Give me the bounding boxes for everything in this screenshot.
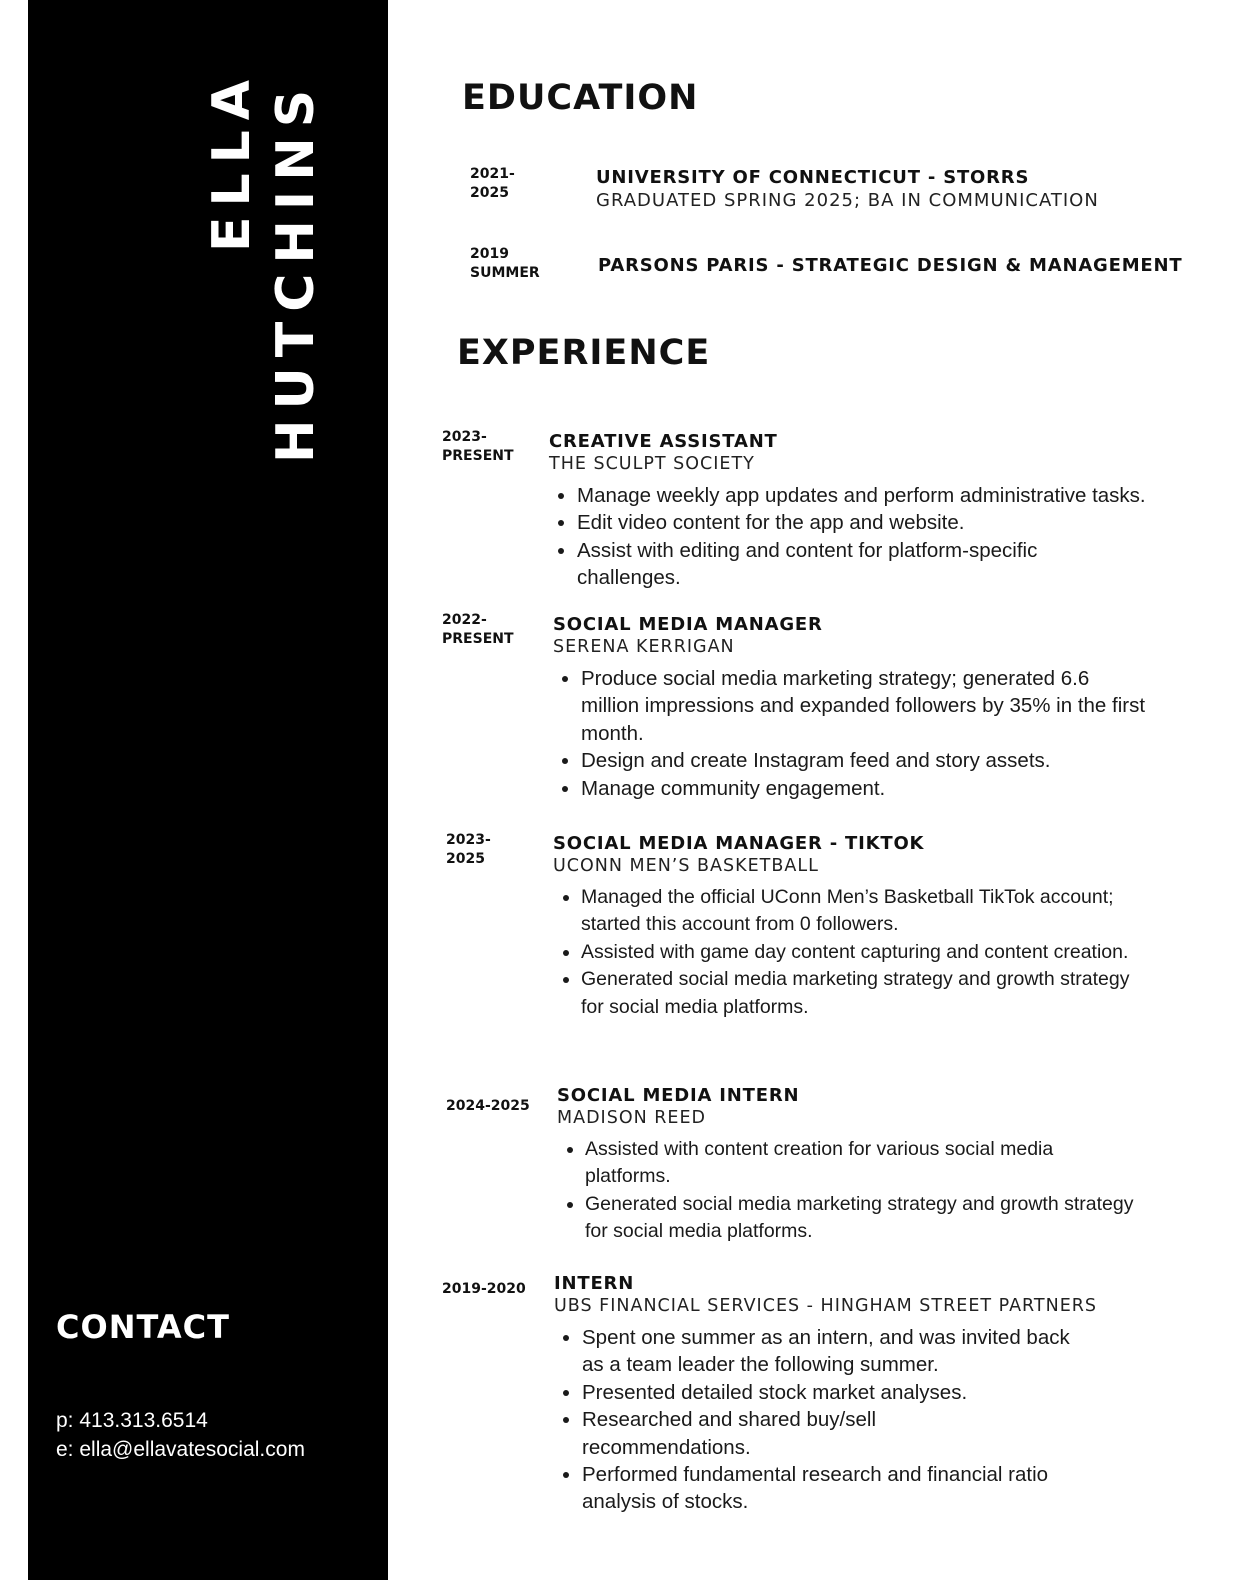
job-entry xyxy=(557,1084,1137,1246)
education-date xyxy=(470,165,515,203)
job-date xyxy=(442,428,514,466)
education-school: UNIVERSITY OF CONNECTICUT - STORRS xyxy=(596,167,1030,188)
job-company: THE SCULPT SOCIETY xyxy=(549,454,755,474)
education-school: PARSONS PARIS - STRATEGIC DESIGN & MANAGEMENT xyxy=(598,255,1183,276)
date-line: SUMMER xyxy=(470,265,540,281)
job-entry xyxy=(554,1272,1154,1516)
education-date xyxy=(470,245,540,283)
job-role: CREATIVE ASSISTANT xyxy=(549,431,778,452)
job-role: SOCIAL MEDIA MANAGER xyxy=(553,614,823,635)
experience-heading: EXPERIENCE xyxy=(457,333,711,373)
date-line: 2019 xyxy=(470,246,509,262)
bullet-item: • Assisted with game day content capturing and content creation. xyxy=(581,939,1133,966)
bullet-item: • Assisted with content creation for various social media platforms. xyxy=(585,1136,1137,1191)
job-role: SOCIAL MEDIA MANAGER - TIKTOK xyxy=(553,833,925,854)
job-bullets xyxy=(553,665,1153,802)
job-role: SOCIAL MEDIA INTERN xyxy=(557,1085,800,1106)
education-detail: GRADUATED SPRING 2025; BA IN COMMUNICATION xyxy=(596,190,1099,211)
job-date xyxy=(446,831,491,869)
sidebar xyxy=(28,0,388,1580)
bullet-item: • Performed fundamental research and financial ratio analysis of stocks. xyxy=(582,1461,1062,1516)
contact-phone: p: 413.313.6514 xyxy=(56,1409,208,1432)
bullet-item: • Manage community engagement. xyxy=(581,775,1153,802)
bullet-item: • Manage weekly app updates and perform administrative tasks. xyxy=(577,482,1219,509)
bullet-item: • Presented detailed stock market analyses. xyxy=(582,1379,1102,1406)
job-date xyxy=(442,1280,526,1299)
date-line: 2025 xyxy=(470,185,509,201)
bullet-item: • Spent one summer as an intern, and was invited back as a team leader the following summer. xyxy=(582,1324,1072,1379)
job-bullets xyxy=(554,1324,1102,1516)
contact-email: e: ella@ellavatesocial.com xyxy=(56,1438,305,1461)
date-line: PRESENT xyxy=(442,631,514,647)
job-date xyxy=(446,1097,530,1116)
bullet-item: • Produce social media marketing strategy; generated 6.6 million impressions and expanded followers by 35% in the first month. xyxy=(581,665,1153,747)
bullet-item: • Generated social media marketing strategy and growth strategy for social media platforms. xyxy=(581,966,1133,1021)
date-line: PRESENT xyxy=(442,448,514,464)
bullet-item: • Generated social media marketing strategy and growth strategy for social media platforms. xyxy=(585,1191,1137,1246)
bullet-item: • Design and create Instagram feed and story assets. xyxy=(581,747,1153,774)
job-entry xyxy=(549,430,1219,592)
job-bullets xyxy=(553,884,1133,1021)
bullet-item: • Managed the official UConn Men’s Basketball TikTok account; started this account from 0 followers. xyxy=(581,884,1133,939)
job-company: UBS FINANCIAL SERVICES - HINGHAM STREET PARTNERS xyxy=(554,1296,1098,1316)
job-company: SERENA KERRIGAN xyxy=(553,637,735,657)
date-line: 2024-2025 xyxy=(446,1098,530,1114)
job-company: MADISON REED xyxy=(557,1108,706,1128)
date-line: 2019-2020 xyxy=(442,1281,526,1297)
job-bullets xyxy=(549,482,1219,592)
date-line: 2022- xyxy=(442,612,487,628)
job-entry xyxy=(553,613,1153,802)
last-name: HUTCHINS xyxy=(266,79,326,463)
bullet-item: • Researched and shared buy/sell recommendations. xyxy=(582,1406,922,1461)
bullet-item: • Edit video content for the app and website. xyxy=(577,509,1219,536)
education-heading: EDUCATION xyxy=(462,78,699,118)
date-line: 2023- xyxy=(446,832,491,848)
name-block xyxy=(28,0,388,500)
job-bullets xyxy=(557,1136,1137,1246)
job-date xyxy=(442,611,514,649)
job-entry xyxy=(553,832,1133,1021)
job-role: INTERN xyxy=(554,1273,635,1294)
first-name: ELLA xyxy=(202,69,262,252)
date-line: 2025 xyxy=(446,851,485,867)
job-company: UCONN MEN’S BASKETBALL xyxy=(553,856,819,876)
date-line: 2023- xyxy=(442,429,487,445)
contact-heading: CONTACT xyxy=(56,1308,230,1346)
date-line: 2021- xyxy=(470,166,515,182)
bullet-item: • Assist with editing and content for platform-specific challenges. xyxy=(577,537,1097,592)
